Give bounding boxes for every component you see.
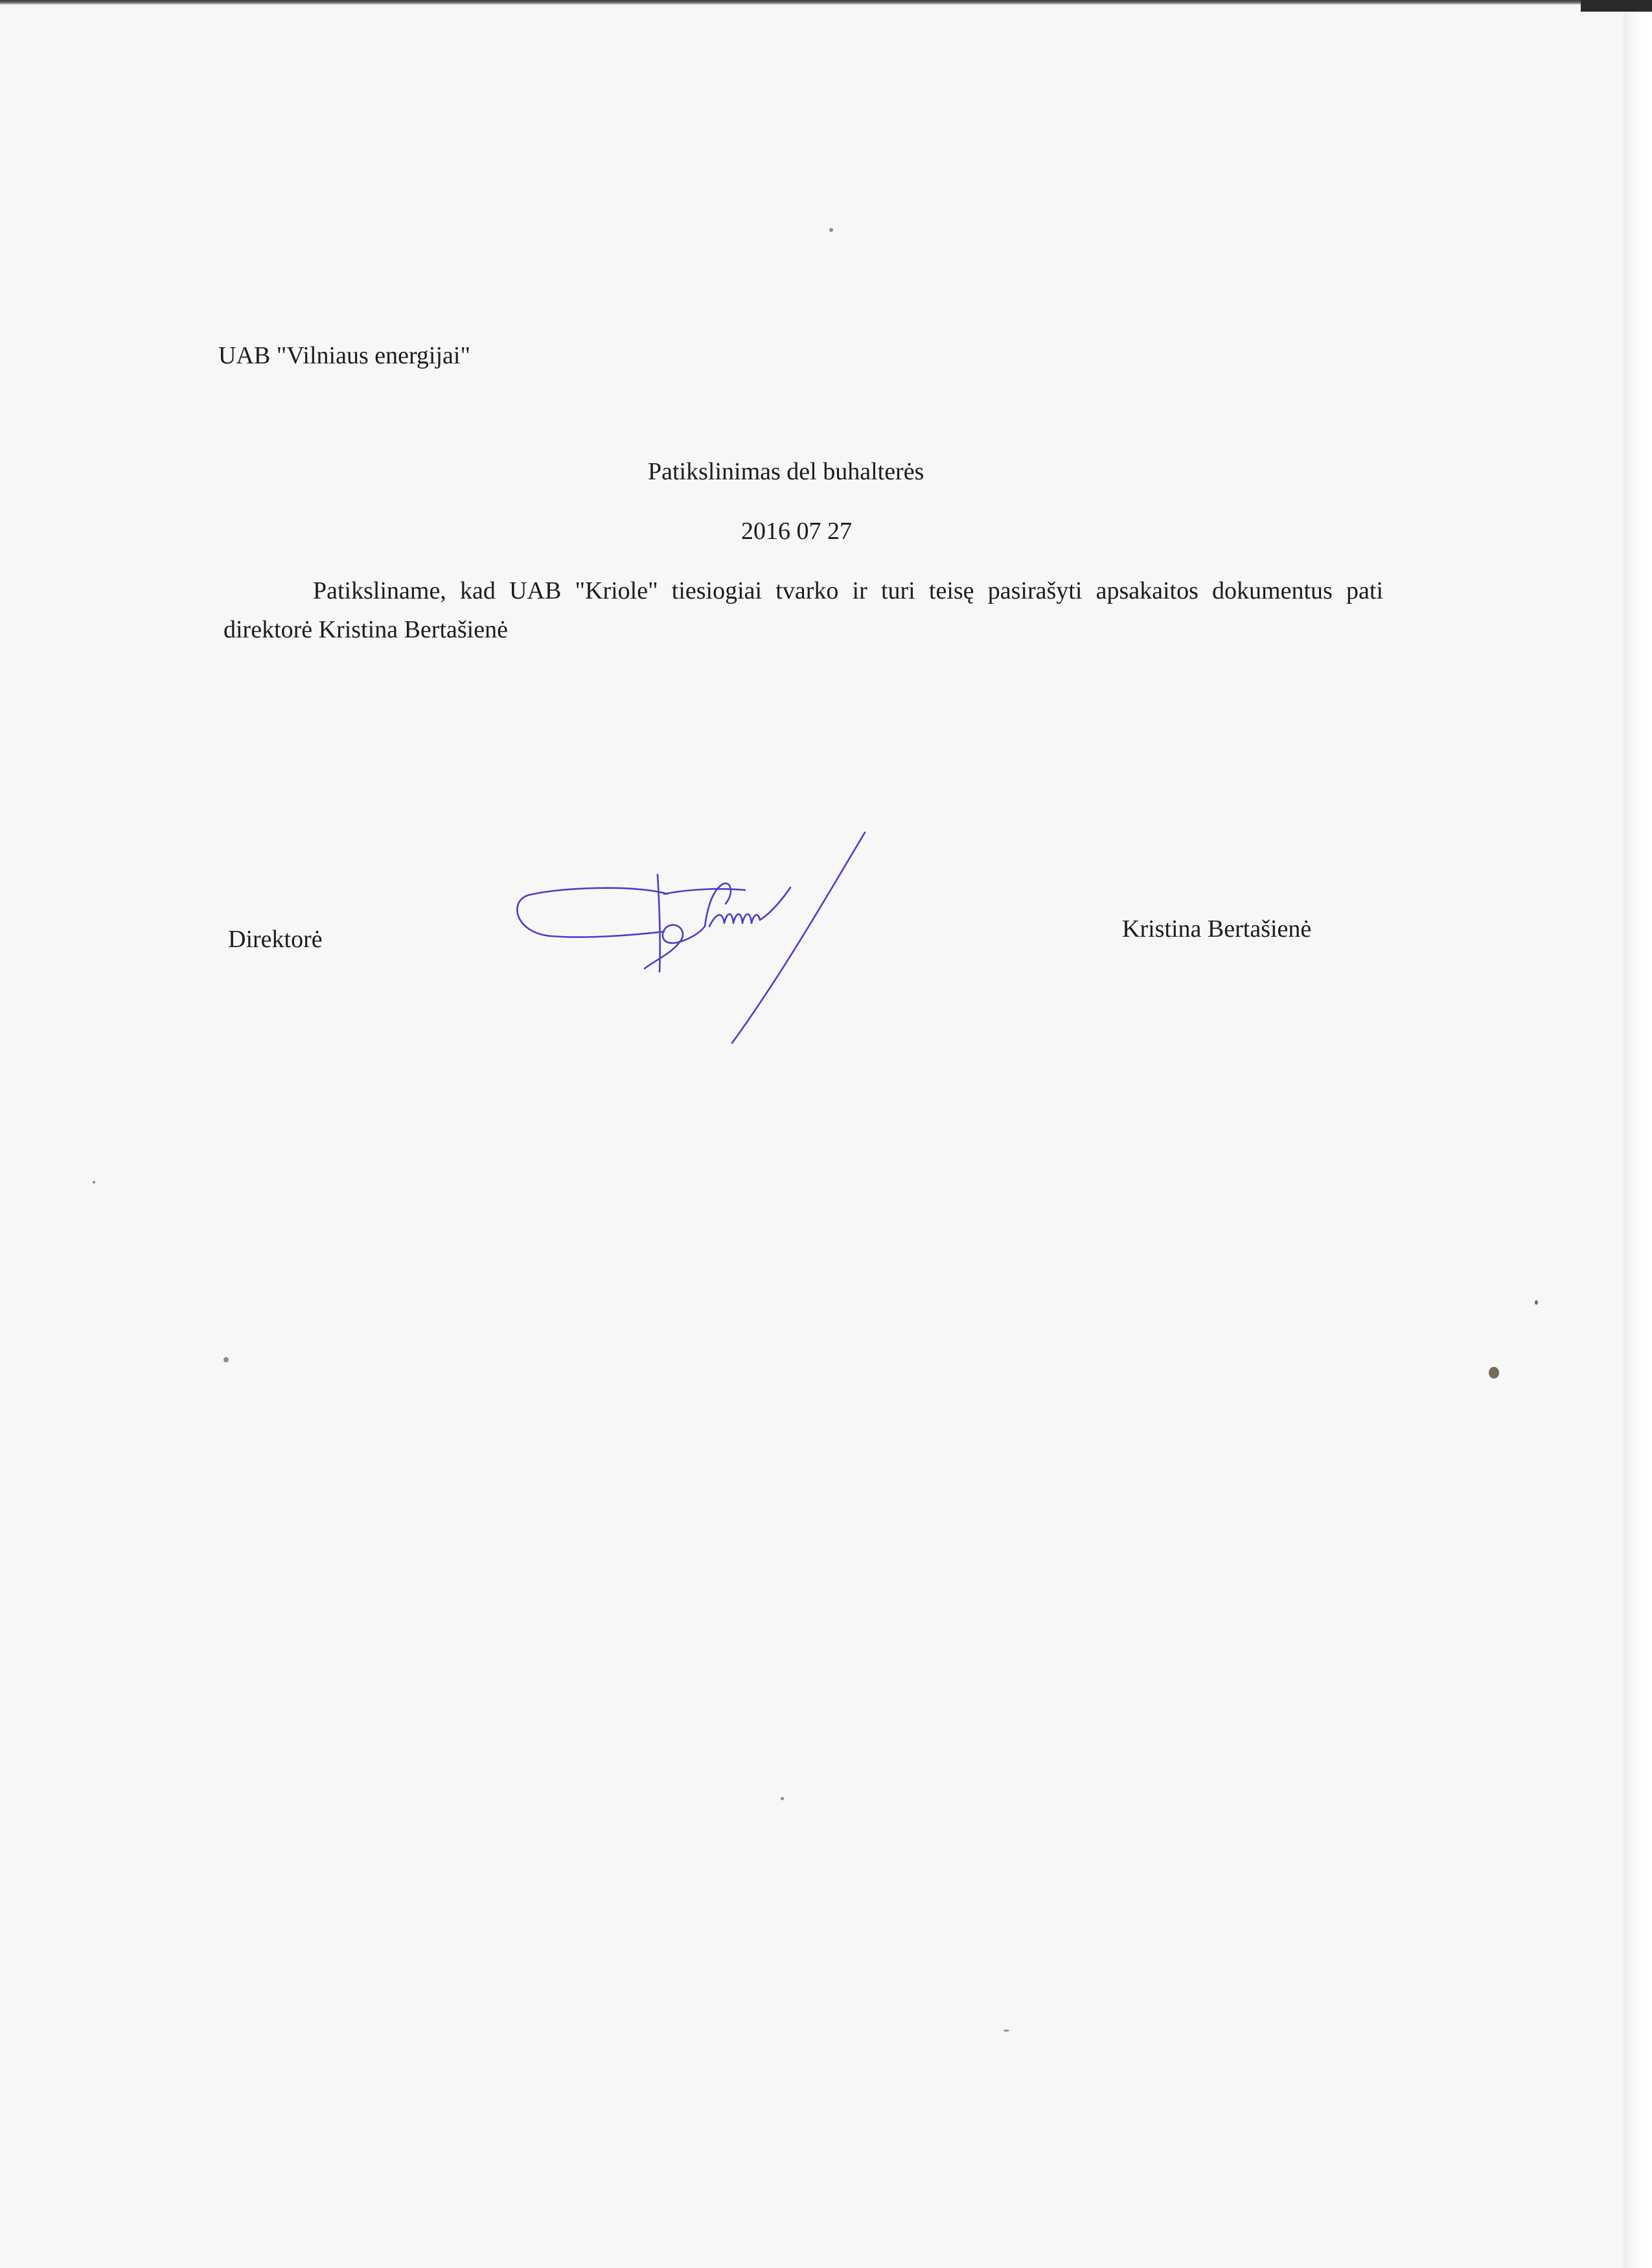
document-date: 2016 07 27 xyxy=(741,518,852,545)
scan-right-edge xyxy=(1623,0,1652,2268)
handwritten-signature xyxy=(512,823,901,1056)
paper-speck xyxy=(224,1357,229,1362)
signer-role: Direktorė xyxy=(228,926,323,953)
scan-corner-shadow xyxy=(1581,0,1652,12)
signer-name: Kristina Bertašienė xyxy=(1122,915,1312,943)
paper-speck xyxy=(1489,1367,1499,1379)
paper-speck xyxy=(781,1797,784,1800)
paper-speck xyxy=(1004,2030,1009,2032)
paper-speck xyxy=(93,1181,95,1184)
body-paragraph: Patiksliname, kad UAB "Kriole" tiesiogiai tvarko ir turi teisę pasirašyti apsakaitos dokumentus pati direktorė Kristina Bertašienė xyxy=(224,577,1383,643)
paper-speck xyxy=(829,228,833,232)
document-title: Patikslinimas del buhalterės xyxy=(648,458,924,485)
paper-speck xyxy=(1535,1300,1538,1305)
scan-top-edge xyxy=(0,0,1652,5)
recipient-line: UAB "Vilniaus energijai" xyxy=(218,342,470,369)
